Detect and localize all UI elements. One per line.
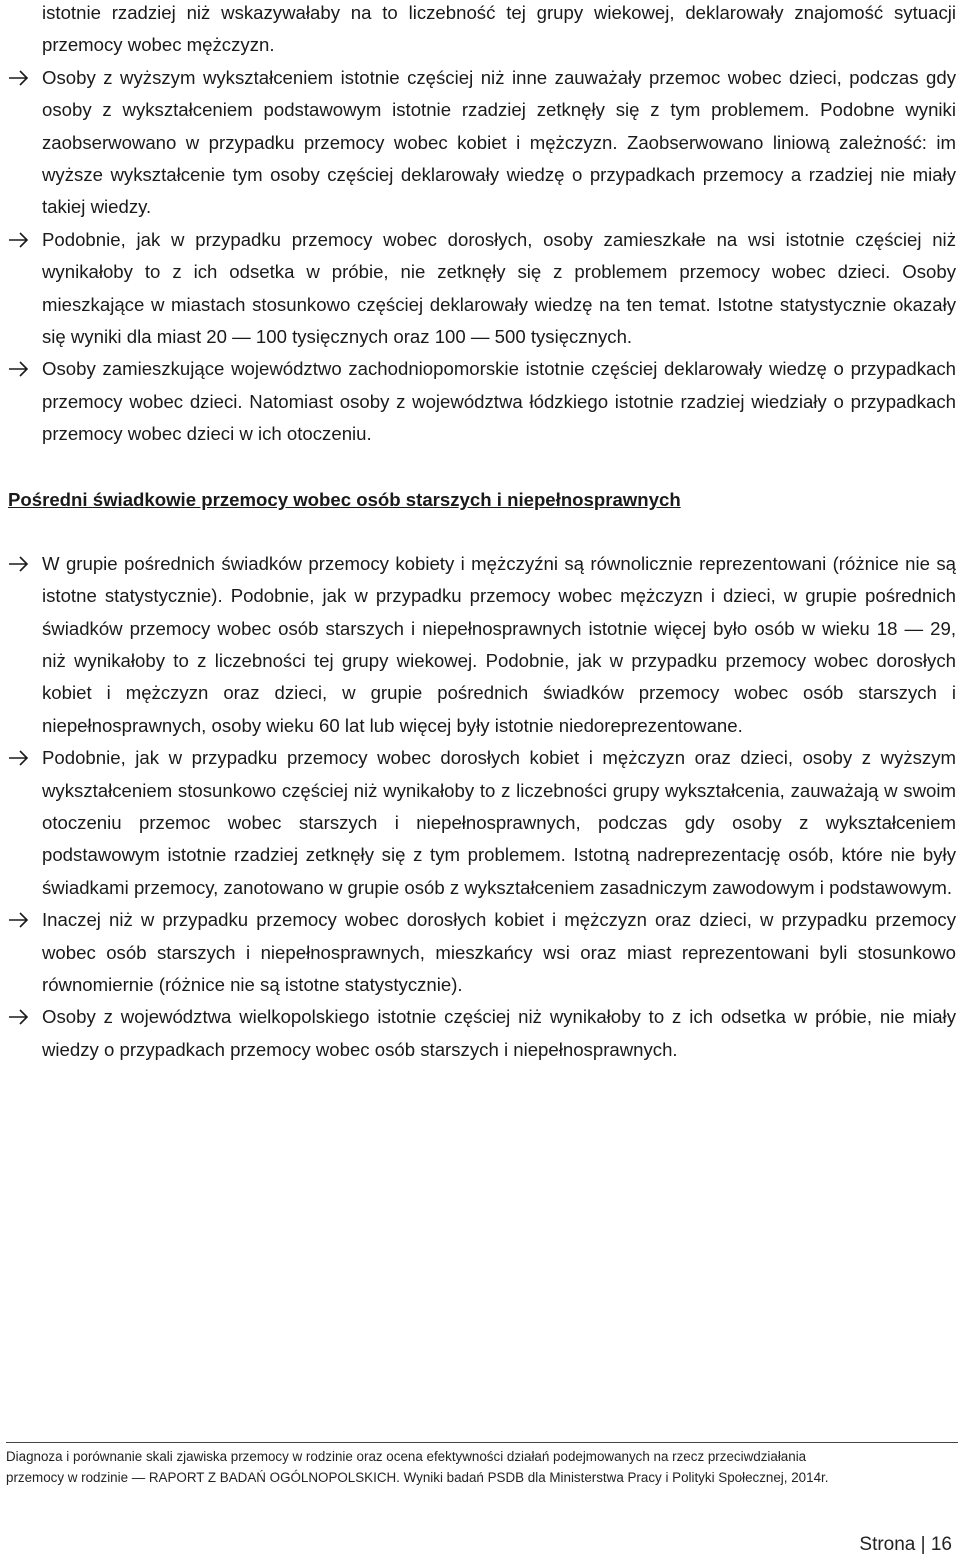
bullet-item <box>8 62 956 224</box>
footer-line: Diagnoza i porównanie skali zjawiska przemocy w rodzinie oraz ocena efektywności działań podejmowanych na rzecz przeciwdziałania <box>6 1449 807 1464</box>
bullet-item <box>8 904 956 1001</box>
bullet-text: Osoby zamieszkujące województwo zachodniopomorskie istotnie częściej deklarowały wiedzę o przypadkach przemocy wobec dzieci. Natomiast osoby z województwa łódzkiego istotnie rzadziej wiedziały o przypadkach przemocy wobec dzieci w ich otoczeniu. <box>42 358 956 445</box>
arrow-right-icon <box>8 224 32 256</box>
bullet-text: Podobnie, jak w przypadku przemocy wobec dorosłych, osoby zamieszkałe na wsi istotnie częściej niż wynikałoby to z ich odsetka w próbie, nie zetknęły się z problemem przemocy wobec dzieci. Osoby mieszkające w miastach stosunkowo częściej deklarowały wiedzę na ten temat. Istotne statystycznie okazały się wyniki dla miast 20 — 100 tysięcznych oraz 100 — 500 tysięcznych. <box>42 228 956 348</box>
arrow-right-icon <box>8 1001 32 1033</box>
bullet-item <box>8 548 956 742</box>
arrow-right-icon <box>8 548 32 580</box>
bullet-item <box>8 224 956 354</box>
bullet-text: Osoby z województwa wielkopolskiego istotnie częściej niż wynikałoby to z ich odsetka w próbie, nie miały wiedzy o przypadkach przemocy wobec osób starszych i niepełnosprawnych. <box>42 1006 956 1060</box>
arrow-right-icon <box>8 742 32 774</box>
bullet-text: W grupie pośrednich świadków przemocy kobiety i mężczyźni są równolicznie reprezentowani (różnice nie są istotne statystycznie). Podobnie, jak w przypadku przemocy wobec mężczyzn i dzieci, w grupie pośrednich świadków przemocy wobec osób starszych i niepełnosprawnych istotnie więcej było osób w wieku 18 — 29, niż wynikałoby to z liczebności tej grupy wiekowej. Podobnie, jak w przypadku przemocy wobec dorosłych kobiet i mężczyzn oraz dzieci, w grupie pośrednich świadków przemocy wobec osób starszych i niepełnosprawnych, osoby wieku 60 lat lub więcej były istotnie niedoreprezentowane. <box>42 552 956 736</box>
bullet-item <box>8 1001 956 1066</box>
bullet-item <box>8 353 956 450</box>
arrow-right-icon <box>8 353 32 385</box>
page-footer <box>6 1442 958 1488</box>
continued-paragraph: istotnie rzadziej niż wskazywałaby na to liczebność tej grupy wiekowej, deklarowały znajomość sytuacji przemocy wobec mężczyzn. <box>42 2 956 56</box>
bullet-item <box>8 742 956 904</box>
bullet-text: Podobnie, jak w przypadku przemocy wobec dorosłych kobiet i mężczyzn oraz dzieci, osoby z wyższym wykształceniem stosunkowo częściej niż wynikałoby to z liczebności grupy wykształcenia, zauważają w swoim otoczeniu przemoc wobec starszych i niepełnosprawnych, podczas gdy osoby z wykształceniem podstawowym istotnie rzadziej zetknęły się z tym problemem. Istotną nadreprezentację osób, które nie były świadkami przemocy, zanotowano w grupie osób z wykształceniem zasadniczym zawodowym i podstawowym. <box>42 747 956 898</box>
page-content <box>8 0 956 1066</box>
section-heading: Pośredni świadkowie przemocy wobec osób starszych i niepełnosprawnych <box>8 488 681 510</box>
page-number: Strona | 16 <box>859 1534 952 1555</box>
arrow-right-icon <box>8 904 32 936</box>
bullet-text: Inaczej niż w przypadku przemocy wobec dorosłych kobiet i mężczyzn oraz dzieci, w przypadku przemocy wobec osób starszych i niepełnosprawnych, mieszkańcy wsi oraz miast reprezentowani byli stosunkowo równomiernie (różnice nie są istotne statystycznie). <box>42 909 956 995</box>
bullet-text: Osoby z wyższym wykształceniem istotnie częściej niż inne zauważały przemoc wobec dzieci, podczas gdy osoby z wykształceniem podstawowym istotnie rzadziej zetknęły się z tym problemem. Podobne wyniki zaobserwowano w przypadku przemocy wobec kobiet i mężczyzn. Zaobserwowano liniową zależność: im wyższe wykształcenie tym osoby częściej deklarowały wiedzę o przypadkach przemocy a rzadziej nie miały takiej wiedzy. <box>42 66 956 218</box>
footer-line: przemocy w rodzinie — RAPORT Z BADAŃ OGÓLNOPOLSKICH. Wyniki badań PSDB dla Ministerstwa Pracy i Polityki Społecznej, 2014r. <box>6 1470 829 1485</box>
arrow-right-icon <box>8 62 32 94</box>
